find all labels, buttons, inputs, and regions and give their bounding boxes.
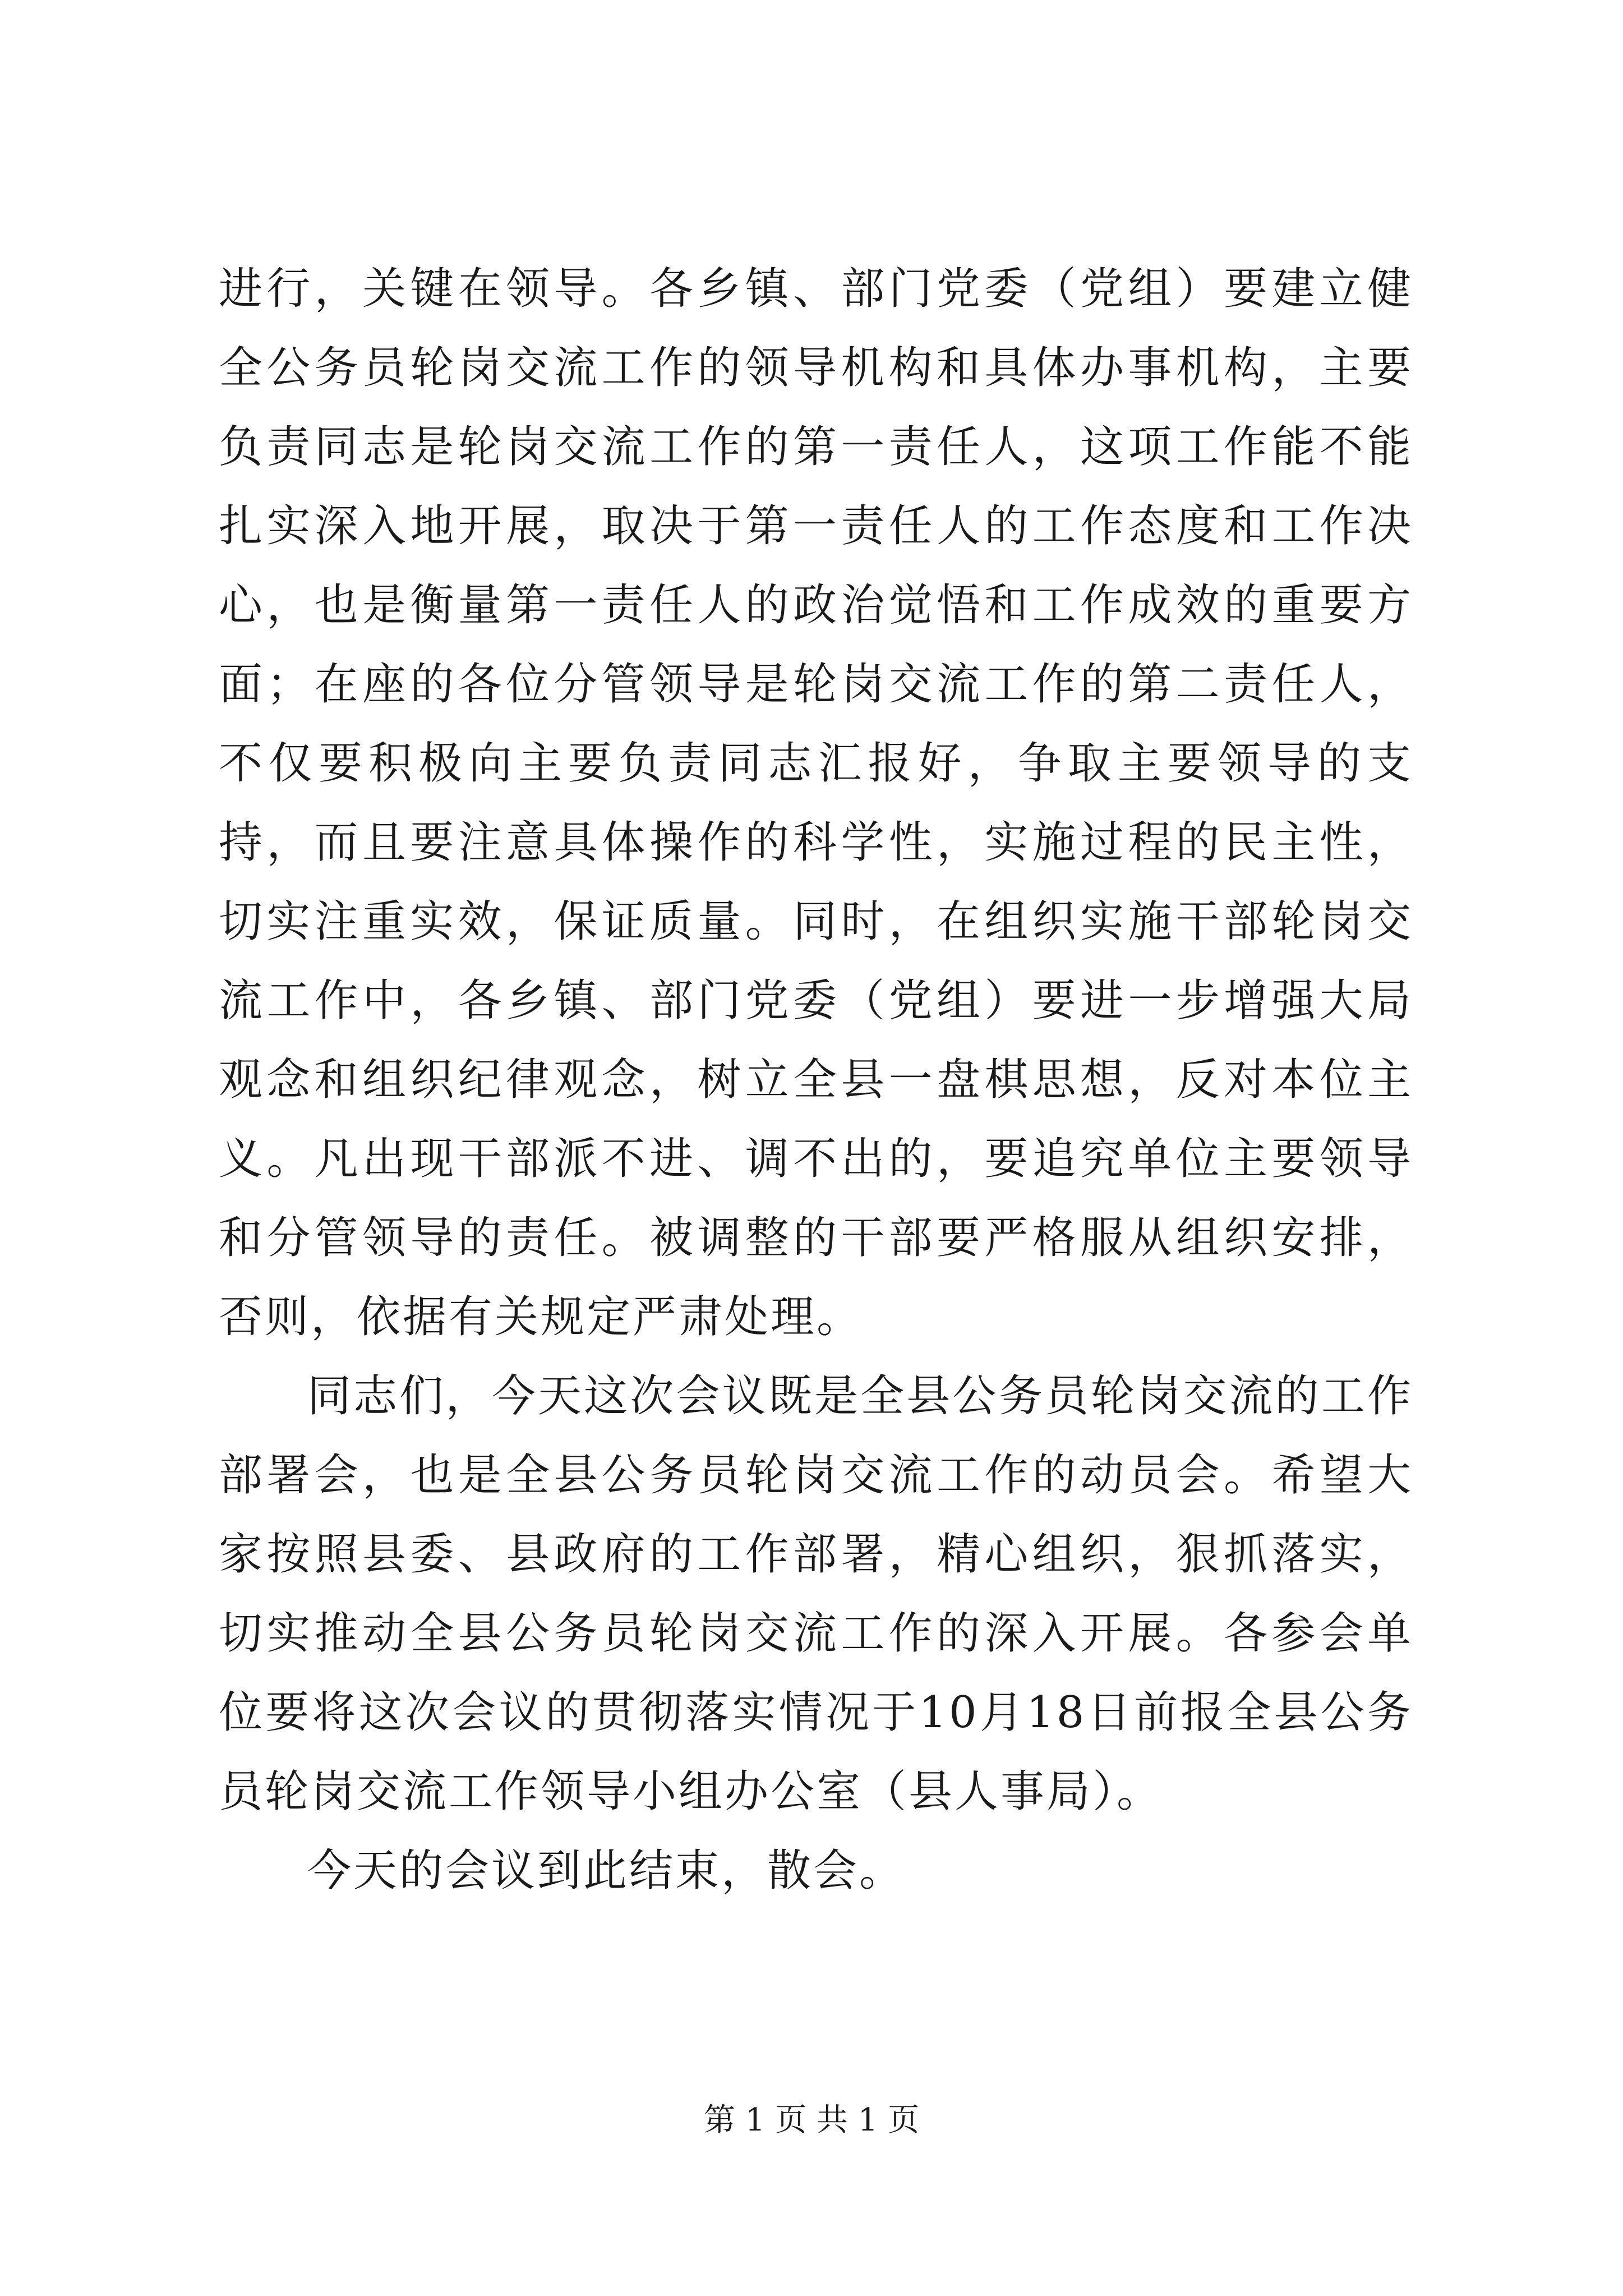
page-number-footer: 第 1 页 共 1 页	[703, 2102, 920, 2138]
paragraph-meeting-summary: 同志们，今天这次会议既是全县公务员轮岗交流的工作部署会，也是全县公务员轮岗交流工作的动员会。希望大家按照县委、县政府的工作部署，精心组织，狠抓落实，切实推动全县公务员轮岗交流工作的深入开展。各参会单位要将这次会议的贯彻落实情况于10月18日前报全县公务员轮岗交流工作领导小组办公室（县人事局）。	[219, 1371, 1413, 1817]
paragraph-meeting-close: 今天的会议到此结束，散会。	[307, 1846, 906, 1896]
paragraph-leadership-responsibility: 进行，关键在领导。各乡镇、部门党委（党组）要建立健全公务员轮岗交流工作的领导机构和具体办事机构，主要负责同志是轮岗交流工作的第一责任人，这项工作能不能扎实深入地开展，取决于第一责任人的工作态度和工作决心，也是衡量第一责任人的政治觉悟和工作成效的重要方面；在座的各位分管领导是轮岗交流工作的第二责任人，不仅要积极向主要负责同志汇报好，争取主要领导的支持，而且要注意具体操作的科学性，实施过程的民主性，切实注重实效，保证质量。同时，在组织实施干部轮岗交流工作中，各乡镇、部门党委（党组）要进一步增强大局观念和组织纪律观念，树立全县一盘棋思想，反对本位主义。凡出现干部派不进、调不出的，要追究单位主要领导和分管领导的责任。被调整的干部要严格服从组织安排，否则，依据有关规定严肃处理。	[219, 264, 1413, 1342]
document-body	[219, 250, 1413, 1911]
